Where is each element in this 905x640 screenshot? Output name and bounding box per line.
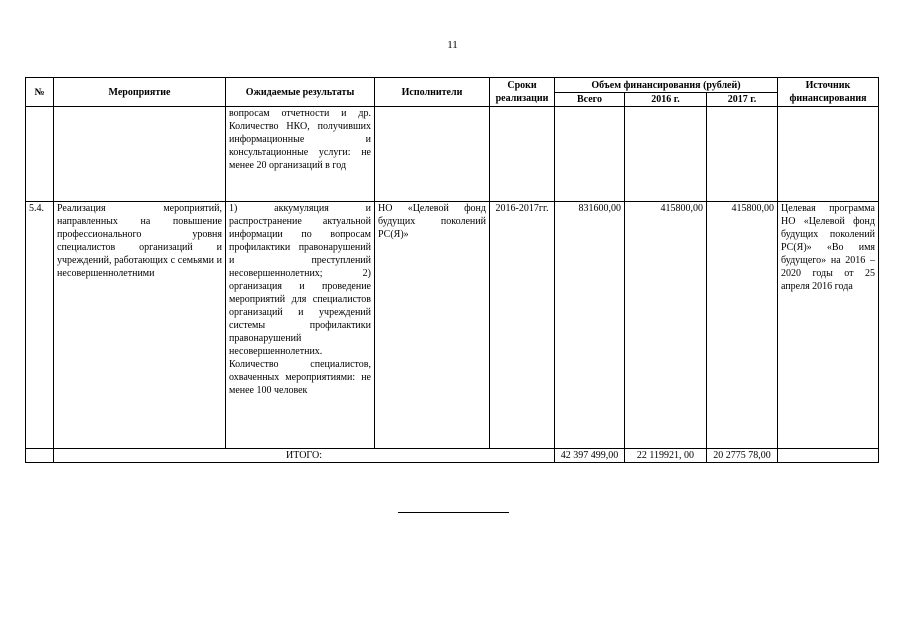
cont-source: [778, 107, 879, 202]
page-number: 11: [447, 39, 458, 51]
header-results: Ожидаемые результаты: [226, 78, 375, 107]
row-source: Целевая программа НО «Целевой фонд будущих поколений РС(Я)» «Во имя будущего» на 2016 – 2020 годы от 25 апреля 2016 года: [778, 202, 879, 449]
cont-results: вопросам отчетности и др. Количество НКО, получивших информационные и консультационные услуги: не менее 20 организаций в год: [226, 107, 375, 202]
row-2016: 415800,00: [625, 202, 707, 449]
header-total: Всего: [555, 93, 625, 107]
row-results: 1) аккумуляция и распространение актуальной информации по вопросам профилактики правонарушений и преступлений несовершеннолетних; 2) организация и проведение мероприятий для специалистов организаций и учреждений системы профилактики правонарушений несовершеннолетних. Количество специалистов, охваченных мероприятиями: не менее 100 человек: [226, 202, 375, 449]
header-funding: Объем финансирования (рублей): [555, 78, 778, 93]
cont-total: [555, 107, 625, 202]
row-deadlines: 2016-2017гг.: [490, 202, 555, 449]
cont-2016: [625, 107, 707, 202]
header-num: №: [26, 78, 54, 107]
row-event: Реализация мероприятий, направленных на повышение профессионального уровня специалистов организаций и учреждений, работающих с семьями и несовершеннолетними: [54, 202, 226, 449]
separator-line: [398, 512, 509, 513]
total-num: [26, 449, 54, 463]
cont-2017: [707, 107, 778, 202]
cont-num: [26, 107, 54, 202]
cont-deadlines: [490, 107, 555, 202]
header-deadlines: Сроки реализации: [490, 78, 555, 107]
header-2017: 2017 г.: [707, 93, 778, 107]
continuation-row: [26, 107, 879, 202]
total-2016: 22 119921, 00: [625, 449, 707, 463]
header-2016: 2016 г.: [625, 93, 707, 107]
row-2017: 415800,00: [707, 202, 778, 449]
header-executors: Исполнители: [375, 78, 490, 107]
table-row: [26, 202, 879, 449]
total-row: [26, 449, 879, 463]
total-2017: 20 2775 78,00: [707, 449, 778, 463]
total-sum: 42 397 499,00: [555, 449, 625, 463]
cont-executors: [375, 107, 490, 202]
row-executors: НО «Целевой фонд будущих поколений РС(Я)»: [375, 202, 490, 449]
header-event: Мероприятие: [54, 78, 226, 107]
row-total: 831600,00: [555, 202, 625, 449]
total-label: ИТОГО:: [54, 449, 555, 463]
funding-table: [25, 77, 879, 463]
header-source: Источник финансирования: [778, 78, 879, 107]
header-row: [26, 78, 879, 93]
total-source: [778, 449, 879, 463]
cont-event: [54, 107, 226, 202]
row-num: 5.4.: [26, 202, 54, 449]
